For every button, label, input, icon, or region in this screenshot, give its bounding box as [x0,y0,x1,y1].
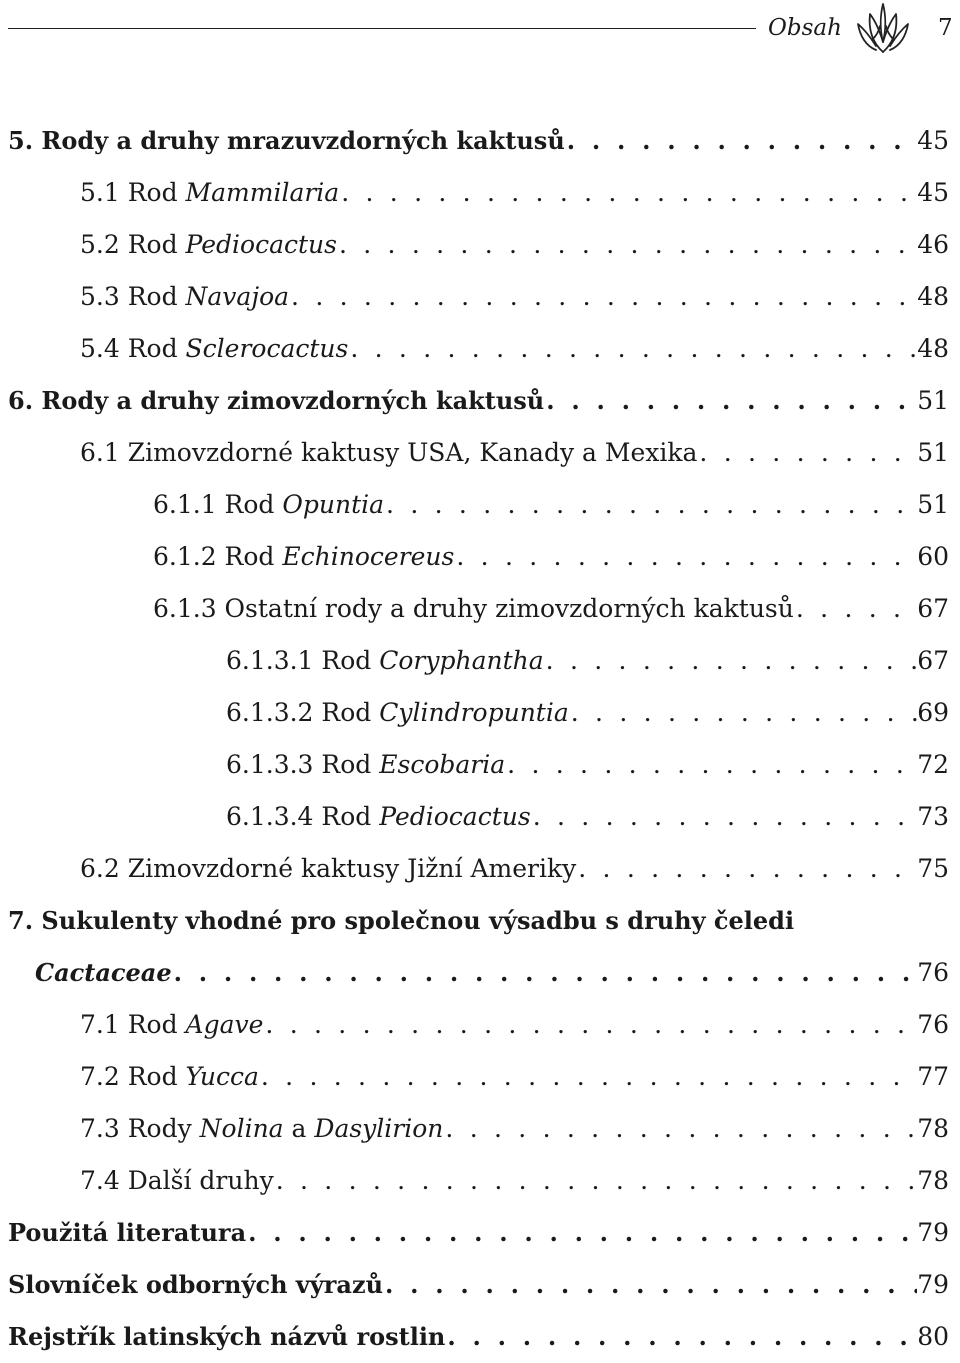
toc-entry[interactable] [0,635,960,687]
toc-entry[interactable] [0,999,960,1051]
toc-entry[interactable] [0,1103,960,1155]
toc-entry-label: 7.2 Rod Yucca [80,1062,259,1091]
toc-entry-label: 5.1 Rod Mammilaria [80,178,340,207]
toc-entry-label: Rejstřík latinských názvů rostlin [8,1322,446,1351]
leader-dots [544,635,918,687]
toc-entry-page: 67 [917,646,949,675]
toc-entry-page: 79 [917,1270,949,1299]
leader-dots [505,739,917,791]
toc-entry-label: 7.1 Rod Agave [80,1010,264,1039]
leader-dots [259,1051,917,1103]
toc-entry-page: 45 [917,178,949,207]
leader-dots [339,167,917,219]
toc-entry-page: 78 [917,1114,949,1143]
toc-entry-page: 60 [917,542,949,571]
toc-entry[interactable] [0,219,960,271]
toc-entry-page: 75 [917,854,949,883]
table-of-contents [0,115,960,1363]
toc-entry[interactable] [0,583,960,635]
toc-entry[interactable] [0,167,960,219]
leader-dots [576,843,917,895]
toc-entry-page: 45 [917,126,949,155]
leader-dots [172,947,918,999]
leader-dots [246,1207,917,1259]
toc-entry-label: 7.4 Další druhy [80,1166,274,1195]
toc-entry-page: 67 [917,594,949,623]
leader-dots [274,1155,917,1207]
leader-dots [443,1103,917,1155]
toc-entry-page: 78 [917,1166,949,1195]
toc-entry[interactable] [0,1051,960,1103]
toc-entry-page: 48 [917,334,949,363]
toc-entry[interactable] [0,1155,960,1207]
leader-dots [445,1311,917,1363]
toc-entry-label: Použitá literatura [8,1218,247,1247]
toc-entry[interactable] [0,1207,960,1259]
toc-entry-label: 6.1.3 Ostatní rody a druhy zimovzdorných kaktusů [153,594,794,623]
toc-entry[interactable] [0,895,960,947]
toc-entry-page: 77 [917,1062,949,1091]
leader-dots [289,271,917,323]
leader-dots [544,375,917,427]
toc-entry-page: 69 [917,698,949,727]
toc-entry-page: 51 [917,490,949,519]
toc-entry-label: 6. Rody a druhy zimovzdorných kaktusů [8,386,545,415]
toc-entry-page: 80 [917,1322,949,1351]
toc-entry-label: 5.2 Rod Pediocactus [80,230,337,259]
toc-entry-label: Cactaceae [35,958,172,987]
page-number: 7 [938,15,953,41]
leader-dots [263,999,917,1051]
toc-entry-page: 51 [917,386,949,415]
toc-entry-label: 6.1 Zimovzdorné kaktusy USA, Kanady a Mexika [80,438,698,467]
toc-entry[interactable] [0,531,960,583]
toc-entry[interactable] [0,791,960,843]
toc-entry[interactable] [0,739,960,791]
toc-entry[interactable] [0,843,960,895]
toc-entry-label: 6.1.3.3 Rod Escobaria [226,750,506,779]
header-rule [8,28,756,29]
toc-entry-label: 5.4 Rod Sclerocactus [80,334,349,363]
leader-dots [565,115,917,167]
leader-dots [384,479,917,531]
toc-entry-page: 76 [917,1010,949,1039]
toc-entry-label: 5. Rody a druhy mrazuvzdorných kaktusů [8,126,565,155]
toc-entry[interactable] [0,687,960,739]
toc-entry-label: 7.3 Rody Nolina a Dasylirion [80,1114,444,1143]
toc-entry[interactable] [0,479,960,531]
leader-dots [794,583,917,635]
toc-entry-label: 6.1.1 Rod Opuntia [153,490,385,519]
toc-entry-page: 46 [917,230,949,259]
leader-dots [697,427,917,479]
toc-entry-label: 7. Sukulenty vhodné pro společnou výsadbu s druhy čeledi [8,906,795,935]
page-header [0,0,960,62]
toc-entry[interactable] [0,427,960,479]
toc-entry-page: 72 [917,750,949,779]
leader-dots [337,219,917,271]
toc-entry[interactable] [0,271,960,323]
leader-dots [569,687,917,739]
toc-entry[interactable] [0,1311,960,1363]
toc-entry-label: 6.2 Zimovzdorné kaktusy Jižní Ameriky [80,854,577,883]
toc-entry-label: 6.1.3.4 Rod Pediocactus [226,802,531,831]
toc-entry[interactable] [0,323,960,375]
toc-entry-label: 6.1.2 Rod Echinocereus [153,542,455,571]
toc-entry[interactable] [0,115,960,167]
toc-entry-label: Slovníček odborných výrazů [8,1270,384,1299]
toc-entry-page: 51 [917,438,949,467]
leader-dots [383,1259,917,1311]
cactus-logo-icon [852,0,914,56]
toc-entry-label: 5.3 Rod Navajoa [80,282,290,311]
toc-entry-page: 76 [917,958,949,987]
leader-dots [531,791,918,843]
toc-entry-label: 6.1.3.1 Rod Coryphantha [226,646,544,675]
leader-dots [348,323,917,375]
toc-entry-page: 48 [917,282,949,311]
toc-entry[interactable] [0,947,960,999]
header-title: Obsah [768,15,842,41]
toc-entry[interactable] [0,375,960,427]
toc-entry-label: 6.1.3.2 Rod Cylindropuntia [226,698,569,727]
toc-entry-page: 73 [917,802,949,831]
toc-entry[interactable] [0,1259,960,1311]
toc-entry-page: 79 [917,1218,949,1247]
leader-dots [454,531,917,583]
